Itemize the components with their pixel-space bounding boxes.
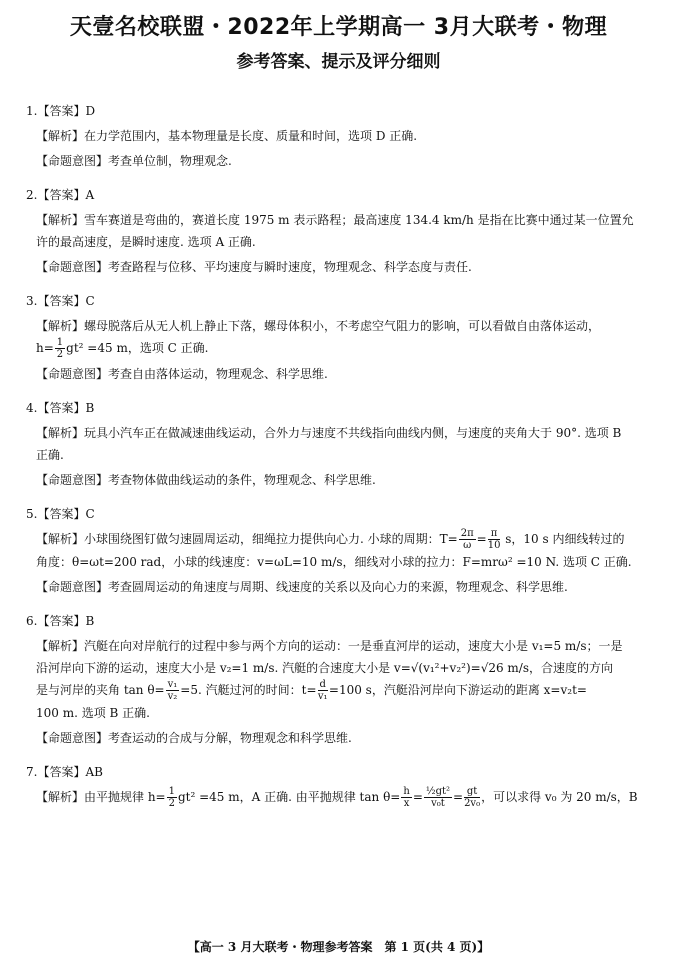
fraction: $\frac{d}{\text{v₁}}$ (317, 679, 328, 702)
answer-line: 1.【答案】D (26, 104, 96, 118)
answer-line: 5.【答案】C (26, 507, 95, 521)
formula-text: gt² =45 m，选项 C 正确. (66, 341, 209, 355)
answer-line: 2.【答案】A (26, 188, 95, 202)
question-4 (26, 397, 654, 491)
analysis-text: 【解析】雪车赛道是弯曲的，赛道长度 1975 m 表示路程；最高速度 134.4 km/h 是指在比赛中通过某一位置允 (36, 213, 634, 227)
intent-text: 【命题意图】考查路程与位移、平均速度与瞬时速度，物理观念、科学态度与责任. (36, 260, 472, 274)
question-6 (26, 610, 654, 749)
analysis-text: 是与河岸的夹角 tan θ= $\frac{\text{v₁}}{\text{v₂}}$ =5. 汽艇过河的时间：t= $\frac{d}{\text{v₁}}$ =100 s，汽艇沿河岸向下游运动的距离 x=v₂t= (36, 679, 587, 702)
intent-text: 【命题意图】考查圆周运动的角速度与周期、线速度的关系以及向心力的来源，物理观念、科学思维. (36, 580, 568, 594)
fraction: $\frac{\text{v₁}}{\text{v₂}}$ (167, 679, 178, 702)
question-3 (26, 290, 654, 385)
analysis-text: 正确. (36, 448, 64, 462)
formula-line (36, 337, 654, 360)
fraction: $\frac{2\pi}{\omega}$ (460, 528, 474, 551)
analysis-text: 沿河岸向下游的运动，速度大小是 v₂=1 m/s. 汽艇的合速度大小是 v=√(v₁²+v₂²)=√26 m/s，合速度的方向 (36, 661, 613, 675)
question-7 (26, 761, 654, 809)
intent-text: 【命题意图】考查单位制，物理观念. (36, 154, 232, 168)
analysis-text: 【解析】汽艇在向对岸航行的过程中参与两个方向的运动：一是垂直河岸的运动，速度大小是 v₁=5 m/s；一是 (36, 639, 623, 653)
analysis-text: 角度：θ=ωt=200 rad，小球的线速度：v=ωL=10 m/s，细线对小球的拉力：F=mrω² =10 N. 选项 C 正确. (36, 555, 632, 569)
fraction: $\frac{h}{x}$ (403, 786, 410, 809)
fraction: $\frac{\pi}{10}$ (487, 528, 501, 551)
page-subtitle: 参考答案、提示及评分细则 (236, 52, 441, 72)
analysis-text: 【解析】在力学范围内，基本物理量是长度、质量和时间，选项 D 正确. (36, 129, 418, 143)
question-1 (26, 100, 654, 172)
answer-line: 4.【答案】B (26, 401, 95, 415)
page-title: 天壹名校联盟・2022年上学期高一 3月大联考・物理 (69, 15, 608, 40)
analysis-text: 【解析】玩具小汽车正在做减速曲线运动，合外力与速度不共线指向曲线内侧，与速度的夹角大于 90°. 选项 B (36, 426, 622, 440)
intent-text: 【命题意图】考查运动的合成与分解，物理观念和科学思维. (36, 731, 352, 745)
answer-line: 6.【答案】B (26, 614, 95, 628)
analysis-text: 许的最高速度，是瞬时速度. 选项 A 正确. (36, 235, 256, 249)
analysis-text: 【解析】小球围绕图钉做匀速圆周运动，细绳拉力提供向心力. 小球的周期：T= $\frac{2\pi}{\omega}$ = $\frac{\pi}{10}$ s，10 s 内细线转过的 (36, 528, 625, 551)
answer-line: 3.【答案】C (26, 294, 95, 308)
page-footer: 【高一 3 月大联考・物理参考答案 第 1 页(共 4 页)】 (187, 940, 490, 954)
formula-text: h= (36, 341, 54, 355)
fraction: $\frac{1}{2}$ (56, 337, 64, 360)
intent-text: 【命题意图】考查自由落体运动，物理观念、科学思维. (36, 367, 328, 381)
fraction: $\frac{gt}{\text{2v₀}}$ (464, 786, 481, 809)
analysis-text: 【解析】由平抛规律 h= $\frac{1}{2}$ gt² =45 m，A 正确. 由平抛规律 tan θ= $\frac{h}{x}$ = $\frac{\text{½gt²}}{\text{v₀t}}$ = $\frac{gt}{\text{2v₀}}$ ，可以求得 v₀ 为 20 m/s，B (36, 786, 638, 809)
question-2 (26, 184, 654, 278)
fraction: $\frac{1}{2}$ (168, 786, 175, 809)
intent-text: 【命题意图】考查物体做曲线运动的条件，物理观念、科学思维. (36, 473, 376, 487)
answer-line: 7.【答案】AB (26, 765, 103, 779)
analysis-text: 100 m. 选项 B 正确. (36, 706, 150, 720)
analysis-text: 【解析】螺母脱落后从无人机上静止下落，螺母体积小，不考虑空气阻力的影响，可以看做自由落体运动， (36, 319, 601, 333)
question-5 (26, 503, 654, 598)
fraction: $\frac{\text{½gt²}}{\text{v₀t}}$ (425, 786, 450, 809)
answer-list (26, 100, 654, 821)
